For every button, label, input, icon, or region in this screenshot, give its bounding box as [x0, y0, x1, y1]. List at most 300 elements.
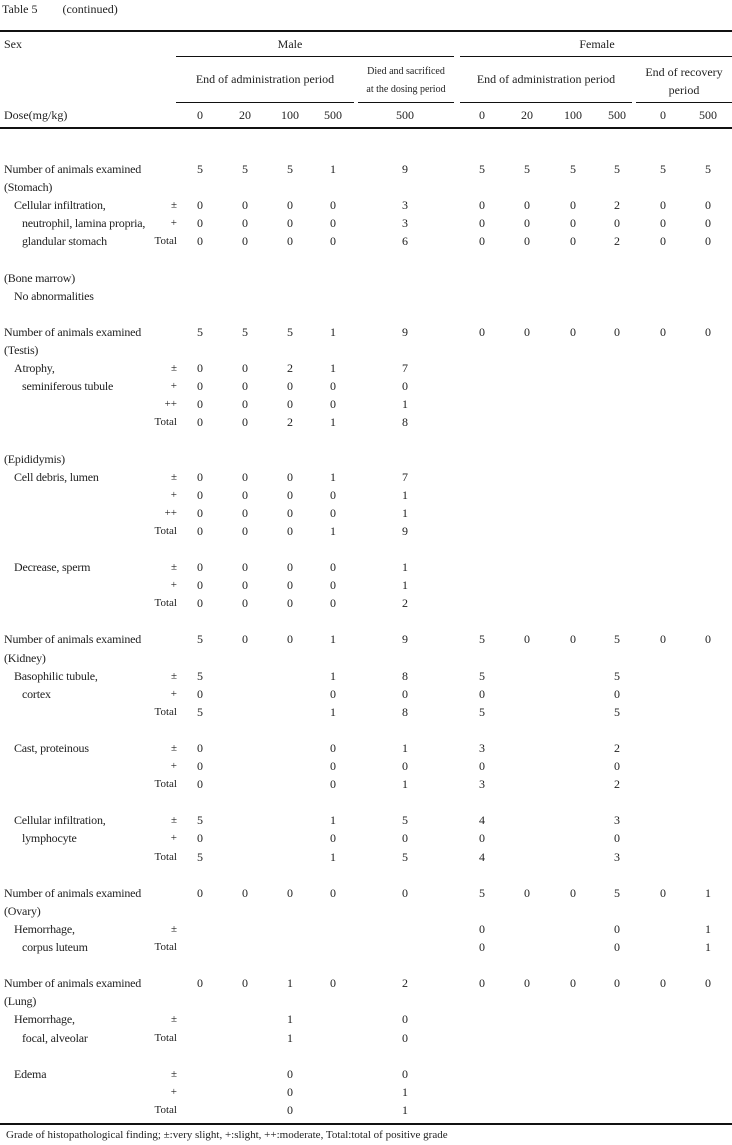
row-label: Atrophy,: [14, 361, 55, 376]
dose-value: 100: [564, 108, 582, 122]
cell-value: 5: [614, 704, 620, 719]
cell-value: 0: [402, 885, 408, 900]
cell-value: 0: [197, 487, 203, 502]
header-female-recovery-line2: period: [668, 83, 700, 97]
row-label: Cellular infiltration,: [14, 813, 106, 828]
cell-value: 0: [479, 234, 485, 249]
row-label: cortex: [22, 686, 51, 701]
cell-value: 0: [402, 686, 408, 701]
table-row: [0, 558, 732, 576]
cell-value: 3: [614, 849, 620, 864]
cell-value: 5: [402, 849, 408, 864]
table-row: [0, 1029, 732, 1047]
grade-label: +: [170, 579, 177, 592]
cell-value: 0: [705, 216, 711, 231]
table-row: [0, 468, 732, 486]
cell-value: 0: [524, 885, 530, 900]
cell-value: 0: [197, 831, 203, 846]
row-label: Number of animals examined: [4, 324, 142, 339]
rule-male-died: [358, 102, 454, 103]
cell-value: 0: [197, 686, 203, 701]
grade-label: Total: [154, 524, 177, 537]
table-row: [0, 450, 732, 468]
cell-value: 5: [197, 324, 203, 339]
cell-value: 0: [197, 777, 203, 792]
row-label: Decrease, sperm: [14, 560, 91, 575]
cell-value: 0: [660, 198, 666, 213]
cell-value: 5: [479, 162, 485, 176]
table-row: [0, 703, 732, 721]
cell-value: 0: [330, 560, 336, 575]
rule-female-admin: [460, 102, 632, 103]
table-row: [0, 395, 732, 413]
cell-value: 1: [402, 777, 408, 792]
cell-value: 1: [705, 885, 711, 900]
cell-value: 0: [524, 216, 530, 231]
cell-value: 0: [524, 976, 530, 991]
table-row: [0, 504, 732, 522]
table-row: [0, 775, 732, 793]
cell-value: 0: [287, 234, 293, 249]
cell-value: 0: [479, 198, 485, 213]
grade-label: ±: [170, 1067, 177, 1080]
spacer-row: [0, 305, 732, 323]
cell-value: 0: [705, 976, 711, 991]
cell-value: 0: [570, 976, 576, 991]
table-row: [0, 938, 732, 956]
cell-value: 0: [660, 632, 666, 647]
cell-value: 0: [197, 216, 203, 231]
grade-label: ±: [170, 470, 177, 483]
cell-value: 1: [330, 849, 336, 864]
cell-value: 0: [197, 560, 203, 575]
cell-value: 0: [197, 469, 203, 484]
table-row: [0, 323, 732, 341]
table-row: [0, 377, 732, 395]
row-label: Edema: [14, 1066, 47, 1081]
dose-value: 500: [608, 108, 626, 122]
cell-value: 0: [287, 560, 293, 575]
table-row: [0, 269, 732, 287]
row-label: (Stomach): [4, 180, 53, 195]
cell-value: 0: [570, 216, 576, 231]
dose-value: 0: [479, 108, 485, 122]
cell-value: 0: [242, 469, 248, 484]
cell-value: 5: [479, 632, 485, 647]
cell-value: 0: [197, 397, 203, 412]
cell-value: 1: [330, 162, 336, 176]
cell-value: 0: [614, 940, 620, 955]
grade-label: ±: [170, 1013, 177, 1026]
cell-value: 5: [197, 162, 203, 176]
cell-value: 1: [402, 1102, 408, 1117]
cell-value: 1: [705, 921, 711, 936]
table-row: [0, 1065, 732, 1083]
cell-value: 1: [330, 523, 336, 538]
table-row: [0, 667, 732, 685]
cell-value: 0: [330, 759, 336, 774]
grade-label: +: [170, 380, 177, 393]
cell-value: 5: [524, 162, 530, 176]
top-rule: [0, 30, 732, 32]
row-label: Hemorrhage,: [14, 1012, 75, 1027]
grade-label: ±: [170, 742, 177, 754]
cell-value: 0: [524, 234, 530, 249]
cell-value: 0: [660, 216, 666, 231]
row-label: (Ovary): [4, 903, 41, 918]
cell-value: 7: [402, 469, 408, 484]
row-label: (Bone marrow): [4, 270, 76, 285]
header-female-end-admin: End of administration period: [476, 72, 616, 86]
cell-value: 0: [287, 1084, 293, 1099]
cell-value: 0: [330, 505, 336, 520]
cell-value: 0: [287, 397, 293, 412]
cell-value: 0: [614, 976, 620, 991]
row-label: focal, alveolar: [22, 1030, 88, 1045]
cell-value: 0: [197, 523, 203, 538]
cell-value: 0: [197, 379, 203, 394]
cell-value: 0: [287, 505, 293, 520]
table-row: [0, 1101, 732, 1119]
cell-value: 3: [614, 813, 620, 828]
cell-value: 0: [287, 632, 293, 647]
table-row: [0, 920, 732, 938]
header-male-end-admin: End of administration period: [195, 72, 335, 86]
cell-value: 0: [287, 379, 293, 394]
header-female-recovery: [636, 63, 732, 99]
row-label: (Lung): [4, 994, 37, 1009]
cell-value: 5: [287, 324, 293, 339]
cell-value: 0: [570, 885, 576, 900]
cell-value: 0: [287, 198, 293, 213]
cell-value: 5: [614, 668, 620, 683]
row-label: (Kidney): [4, 650, 46, 665]
cell-value: 0: [287, 216, 293, 231]
cell-value: 1: [330, 668, 336, 683]
cell-value: 0: [197, 361, 203, 376]
header-bottom-rule: [0, 127, 732, 129]
cell-value: 0: [287, 596, 293, 611]
cell-value: 0: [330, 198, 336, 213]
row-label: Cellular infiltration,: [14, 198, 106, 213]
cell-value: 0: [330, 741, 336, 755]
cell-value: 0: [614, 921, 620, 936]
cell-value: 0: [197, 741, 203, 755]
cell-value: 0: [524, 632, 530, 647]
dose-value: 20: [239, 108, 251, 122]
cell-value: 5: [479, 668, 485, 683]
cell-value: 0: [570, 198, 576, 213]
row-label: glandular stomach: [22, 234, 107, 249]
grade-label: +: [170, 488, 177, 501]
dose-value: 500: [396, 108, 414, 122]
table-row: [0, 214, 732, 232]
cell-value: 0: [197, 578, 203, 593]
table-body: [0, 160, 732, 1119]
spacer-row: [0, 1047, 732, 1065]
grade-label: ++: [164, 398, 177, 411]
row-label: (Epididymis): [4, 451, 65, 466]
cell-value: 0: [330, 885, 336, 900]
cell-value: 0: [287, 578, 293, 593]
cell-value: 1: [330, 813, 336, 828]
cell-value: 5: [197, 632, 203, 647]
cell-value: 0: [287, 487, 293, 502]
table-title: [2, 2, 118, 17]
cell-value: 7: [402, 361, 408, 376]
dose-value: 20: [521, 108, 533, 122]
cell-value: 0: [479, 940, 485, 955]
cell-value: 5: [479, 885, 485, 900]
cell-value: 0: [242, 397, 248, 412]
cell-value: 0: [242, 505, 248, 520]
header-male: Male: [277, 37, 303, 51]
table-row: [0, 811, 732, 829]
grade-label: Total: [154, 416, 177, 429]
cell-value: 1: [330, 324, 336, 339]
spacer-row: [0, 793, 732, 811]
cell-value: 5: [479, 704, 485, 719]
table-row: [0, 649, 732, 667]
grade-label: ±: [170, 922, 177, 935]
cell-value: 0: [402, 831, 408, 846]
cell-value: 0: [242, 415, 248, 430]
dose-value: 500: [699, 108, 717, 122]
dose-value: 0: [660, 108, 666, 122]
cell-value: 0: [402, 1012, 408, 1027]
cell-value: 2: [402, 976, 408, 991]
row-label: Cast, proteinous: [14, 741, 89, 755]
dose-value: 0: [197, 108, 203, 122]
cell-value: 0: [570, 234, 576, 249]
table-row: [0, 829, 732, 847]
cell-value: 0: [197, 415, 203, 430]
cell-value: 2: [287, 415, 293, 430]
male-rule: [176, 56, 454, 57]
dose-value: 500: [324, 108, 342, 122]
cell-value: 0: [479, 976, 485, 991]
header-male-died-line2: at the dosing period: [366, 84, 446, 95]
cell-value: 0: [330, 216, 336, 231]
grade-label: +: [170, 687, 177, 700]
dose-value: 100: [281, 108, 299, 122]
cell-value: 1: [330, 704, 336, 719]
cell-value: 0: [402, 379, 408, 394]
cell-value: 0: [242, 976, 248, 991]
cell-value: 0: [197, 198, 203, 213]
table-row: [0, 884, 732, 902]
cell-value: 0: [242, 379, 248, 394]
header-male-died: [358, 63, 454, 99]
cell-value: 1: [287, 1012, 293, 1027]
header-dose: Dose(mg/kg): [4, 108, 68, 122]
cell-value: 0: [524, 198, 530, 213]
female-rule: [460, 56, 732, 57]
cell-value: 9: [402, 523, 408, 538]
cell-value: 8: [402, 704, 408, 719]
cell-value: 2: [614, 741, 620, 755]
cell-value: 0: [242, 578, 248, 593]
cell-value: 0: [614, 759, 620, 774]
spacer-row: [0, 721, 732, 739]
bottom-rule: [0, 1123, 732, 1125]
cell-value: 0: [242, 361, 248, 376]
cell-value: 3: [479, 741, 485, 755]
cell-value: 0: [479, 686, 485, 701]
grade-label: +: [170, 760, 177, 773]
cell-value: 0: [287, 885, 293, 900]
cell-value: 0: [570, 324, 576, 339]
cell-value: 0: [402, 1030, 408, 1045]
spacer-row: [0, 431, 732, 449]
table-number: Table 5: [2, 2, 38, 16]
cell-value: 5: [402, 813, 408, 828]
cell-value: 1: [330, 415, 336, 430]
grade-label: Total: [154, 941, 177, 954]
cell-value: 0: [479, 759, 485, 774]
cell-value: 0: [287, 1066, 293, 1081]
cell-value: 0: [705, 198, 711, 213]
header-female: Female: [579, 37, 615, 51]
cell-value: 0: [197, 976, 203, 991]
cell-value: 4: [479, 849, 485, 864]
cell-value: 0: [330, 578, 336, 593]
cell-value: 3: [402, 198, 408, 213]
cell-value: 2: [614, 198, 620, 213]
cell-value: 0: [402, 1066, 408, 1081]
cell-value: 0: [242, 596, 248, 611]
cell-value: 0: [242, 216, 248, 231]
table-row: [0, 594, 732, 612]
cell-value: 9: [402, 162, 408, 176]
table-row: [0, 739, 732, 757]
table-row: [0, 413, 732, 431]
cell-value: 5: [242, 162, 248, 176]
cell-value: 5: [197, 704, 203, 719]
grade-label: ±: [170, 561, 177, 574]
cell-value: 5: [614, 885, 620, 900]
table-row: [0, 522, 732, 540]
cell-value: 0: [330, 976, 336, 991]
cell-value: 8: [402, 668, 408, 683]
row-label: lymphocyte: [22, 831, 77, 846]
cell-value: 4: [479, 813, 485, 828]
grade-label: Total: [154, 1031, 177, 1044]
cell-value: 0: [287, 1102, 293, 1117]
cell-value: 0: [330, 831, 336, 846]
cell-value: 0: [570, 632, 576, 647]
cell-value: 1: [330, 469, 336, 484]
cell-value: 0: [197, 759, 203, 774]
table-row: [0, 287, 732, 305]
cell-value: 2: [402, 596, 408, 611]
cell-value: 2: [614, 777, 620, 792]
cell-value: 0: [197, 885, 203, 900]
table-row: [0, 848, 732, 866]
cell-value: 0: [660, 976, 666, 991]
table-row: [0, 196, 732, 214]
table-row: [0, 232, 732, 250]
cell-value: 0: [614, 686, 620, 701]
cell-value: 0: [660, 324, 666, 339]
table-row: [0, 576, 732, 594]
table-row: [0, 1010, 732, 1028]
grade-label: ±: [170, 199, 177, 212]
cell-value: 0: [242, 523, 248, 538]
row-label: Number of animals examined: [4, 162, 142, 176]
cell-value: 1: [287, 1030, 293, 1045]
cell-value: 0: [524, 324, 530, 339]
grade-label: Total: [154, 705, 177, 718]
cell-value: 6: [402, 234, 408, 249]
row-label: (Testis): [4, 342, 39, 357]
cell-value: 8: [402, 415, 408, 430]
header-female-recovery-line1: End of recovery: [645, 65, 723, 79]
cell-value: 0: [330, 777, 336, 792]
row-label: Number of animals examined: [4, 976, 142, 991]
cell-value: 5: [614, 632, 620, 647]
cell-value: 0: [705, 234, 711, 249]
cell-value: 0: [330, 686, 336, 701]
table-row: [0, 486, 732, 504]
cell-value: 0: [479, 216, 485, 231]
cell-value: 0: [287, 469, 293, 484]
cell-value: 1: [705, 940, 711, 955]
table-row: [0, 1083, 732, 1101]
cell-value: 2: [614, 234, 620, 249]
table-row: [0, 630, 732, 648]
grade-label: ++: [164, 506, 177, 519]
cell-value: 0: [660, 885, 666, 900]
table-row: [0, 757, 732, 775]
cell-value: 0: [479, 921, 485, 936]
cell-value: 5: [197, 849, 203, 864]
table-row: [0, 359, 732, 377]
grade-label: Total: [154, 235, 177, 248]
cell-value: 0: [479, 831, 485, 846]
row-label: Basophilic tubule,: [14, 668, 98, 683]
cell-value: 0: [330, 397, 336, 412]
grade-label: +: [170, 217, 177, 230]
row-label: Hemorrhage,: [14, 921, 75, 936]
cell-value: 5: [570, 162, 576, 176]
cell-value: 0: [287, 523, 293, 538]
grade-label: Total: [154, 778, 177, 791]
cell-value: 0: [242, 234, 248, 249]
spacer-row: [0, 956, 732, 974]
cell-value: 1: [402, 560, 408, 575]
cell-value: 0: [242, 560, 248, 575]
cell-value: 5: [197, 813, 203, 828]
header-male-died-line1: Died and sacrificed: [367, 66, 445, 77]
cell-value: 1: [402, 505, 408, 520]
spacer-row: [0, 866, 732, 884]
row-label: No abnormalities: [14, 288, 94, 303]
cell-value: 0: [242, 198, 248, 213]
cell-value: 9: [402, 324, 408, 339]
cell-value: 1: [287, 976, 293, 991]
cell-value: 5: [242, 324, 248, 339]
grade-label: ±: [170, 362, 177, 375]
row-label: Number of animals examined: [4, 632, 142, 647]
cell-value: 5: [287, 162, 293, 176]
header-sex: Sex: [4, 37, 22, 51]
table-row: [0, 992, 732, 1010]
spacer-row: [0, 540, 732, 558]
cell-value: 5: [705, 162, 711, 176]
cell-value: 3: [479, 777, 485, 792]
cell-value: 0: [330, 379, 336, 394]
